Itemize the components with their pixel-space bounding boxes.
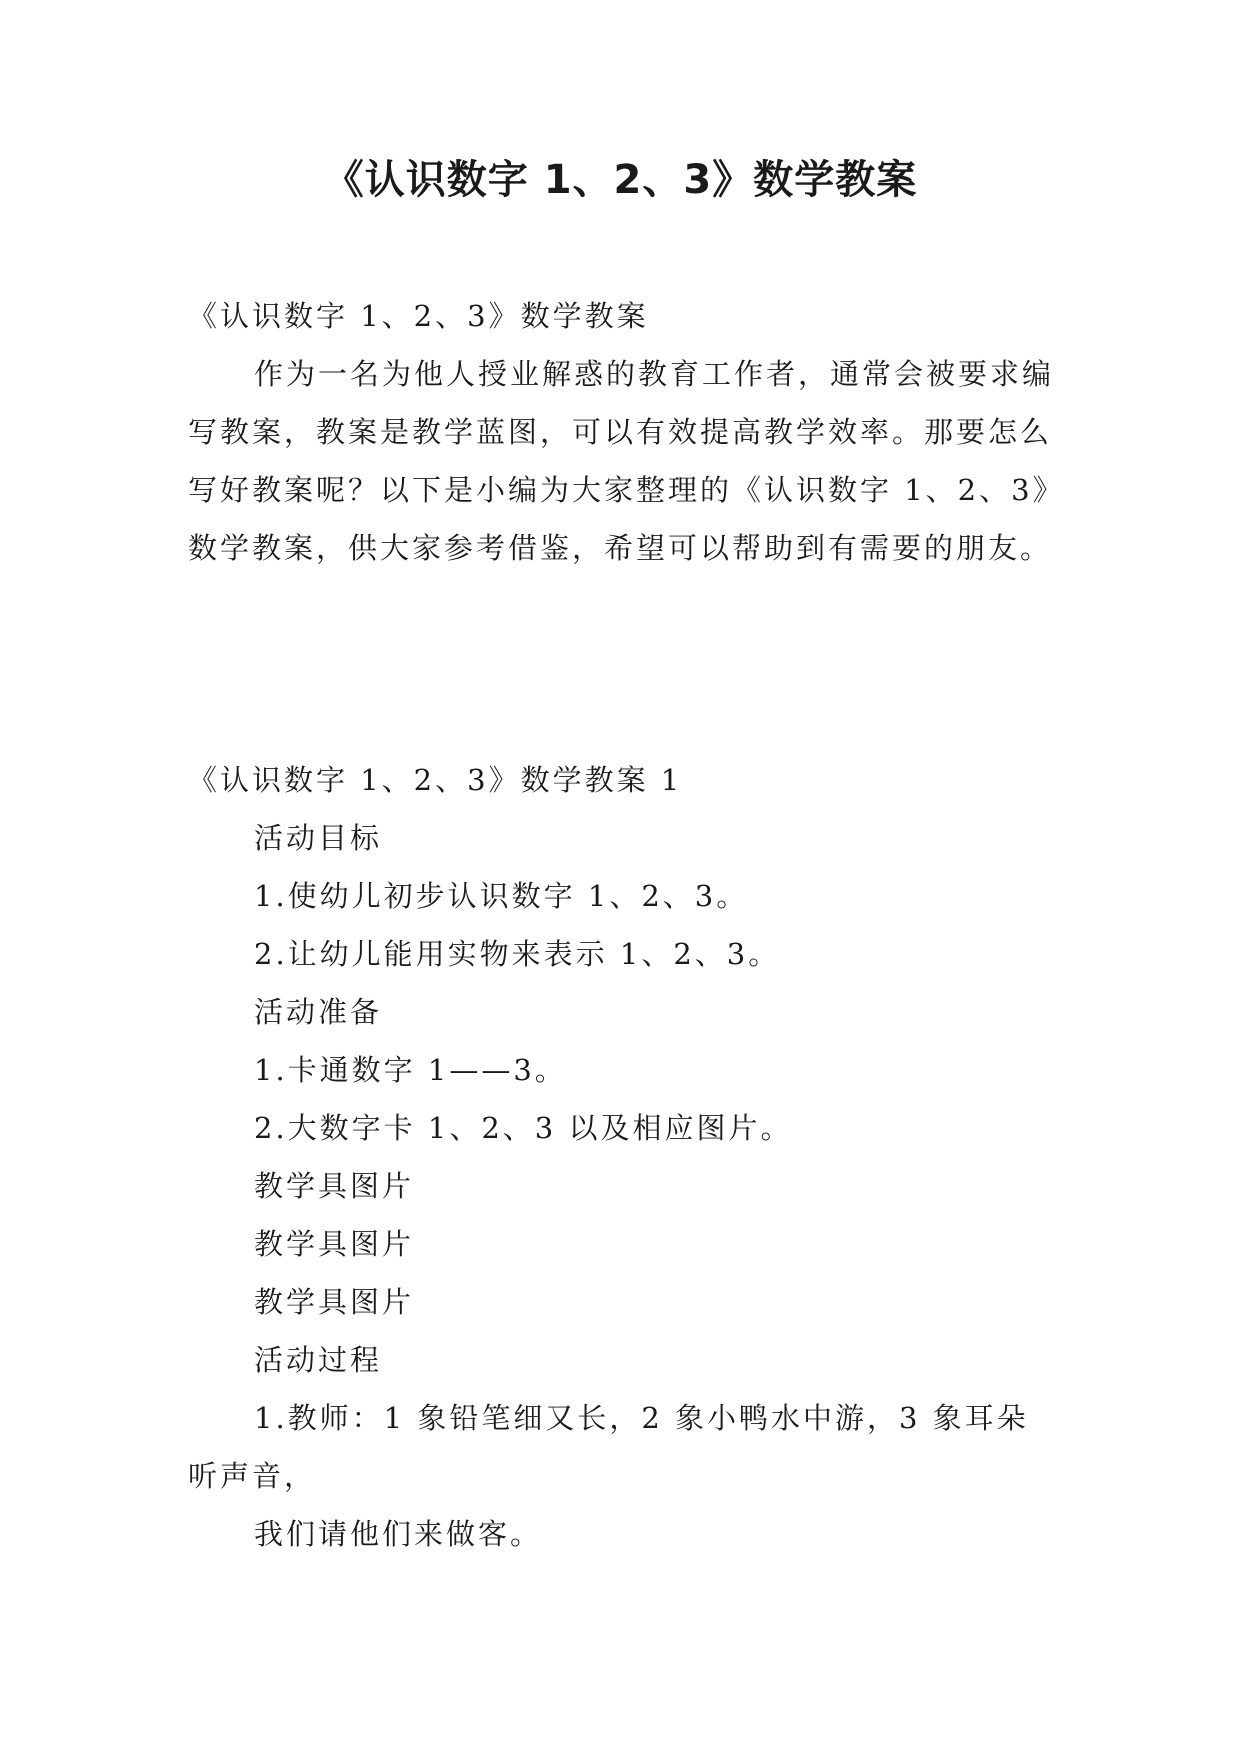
image-caption-2: 教学具图片 bbox=[254, 1227, 415, 1261]
prep-item-1: 1.卡通数字 1——3。 bbox=[254, 1053, 567, 1087]
intro-paragraph: 作为一名为他人授业解惑的教育工作者，通常会被要求编写教案，教案是教学蓝图，可以有效提高教学效率。那要怎么写好教案呢？以下是小编为大家整理的《认识数字 1、2、3》数学教案，供大家参考借鉴，希望可以帮助到有需要的朋友。 bbox=[188, 357, 1055, 565]
goal-item-1: 1.使幼儿初步认识数字 1、2、3。 bbox=[254, 879, 749, 913]
prep-item-2: 2.大数字卡 1、2、3 以及相应图片。 bbox=[254, 1111, 793, 1145]
section-spacer bbox=[188, 577, 1056, 751]
document-body bbox=[188, 287, 1056, 1563]
image-caption-1: 教学具图片 bbox=[254, 1169, 415, 1203]
process-item-2: 我们请他们来做客。 bbox=[254, 1517, 543, 1551]
section-heading: 《认识数字 1、2、3》数学教案 1 bbox=[188, 763, 683, 797]
goal-item-2: 2.让幼儿能用实物来表示 1、2、3。 bbox=[254, 937, 781, 971]
goal-heading: 活动目标 bbox=[254, 821, 383, 855]
process-heading: 活动过程 bbox=[254, 1343, 383, 1377]
process-item-1: 1.教师：1 象铅笔细又长，2 象小鸭水中游，3 象耳朵听声音， bbox=[188, 1401, 1029, 1493]
image-caption-3: 教学具图片 bbox=[254, 1285, 415, 1319]
document-title: 《认识数字 1、2、3》数学教案 bbox=[323, 157, 918, 203]
document-subtitle: 《认识数字 1、2、3》数学教案 bbox=[188, 299, 649, 333]
prep-heading: 活动准备 bbox=[254, 995, 383, 1029]
